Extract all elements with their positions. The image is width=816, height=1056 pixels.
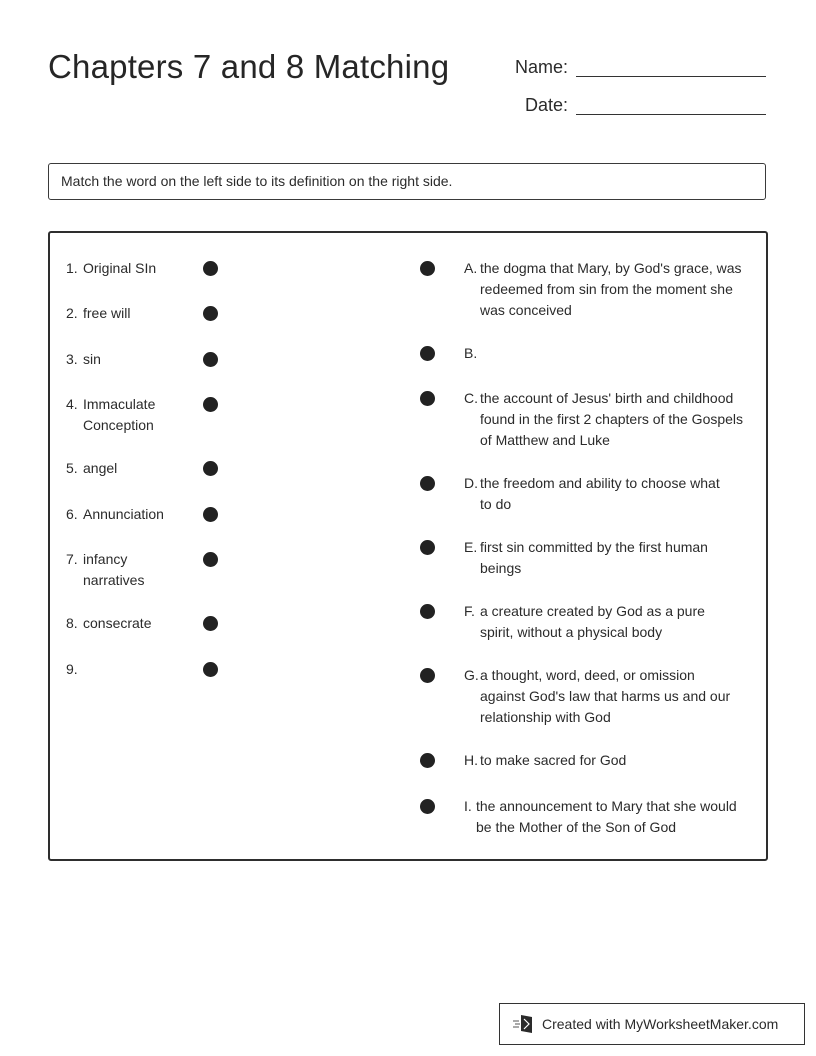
definition-letter: A.	[464, 260, 478, 276]
footer-text: Created with MyWorksheetMaker.com	[542, 1016, 779, 1032]
term-text: free will	[83, 305, 131, 321]
definition-dot-i[interactable]	[420, 799, 435, 814]
name-label: Name:	[514, 57, 568, 77]
definition-text: a creature created by God as a pure spirit, without a physical body	[480, 603, 705, 640]
term-dot-7[interactable]	[203, 552, 218, 567]
term-text: sin	[83, 351, 101, 367]
term-text: consecrate	[83, 615, 152, 631]
date-blank-line	[576, 92, 766, 115]
term-text: Original SIn	[83, 260, 157, 276]
footer-credit[interactable]	[499, 1003, 805, 1045]
term-dot-3[interactable]	[203, 352, 218, 367]
page-title: Chapters 7 and 8 Matching	[48, 48, 450, 85]
term-number: 9.	[66, 661, 78, 677]
definition-text: to make sacred for God	[480, 752, 627, 768]
term-number: 4.	[66, 396, 78, 412]
definition-letter: H.	[464, 752, 478, 768]
definition-item	[464, 473, 726, 515]
definition-dot-b[interactable]	[420, 346, 435, 361]
definition-dot-a[interactable]	[420, 261, 435, 276]
definition-text	[480, 343, 754, 364]
definition-dot-f[interactable]	[420, 604, 435, 619]
definition-item	[464, 796, 754, 838]
instructions-box: Match the word on the left side to its definition on the right side.	[48, 163, 766, 200]
definition-text: the announcement to Mary that she would be the Mother of the Son of God	[476, 798, 737, 835]
name-field	[498, 54, 766, 77]
term-text: angel	[83, 460, 118, 476]
term-item	[66, 258, 176, 279]
term-item	[66, 303, 176, 324]
term-item	[66, 659, 176, 680]
definition-dot-c[interactable]	[420, 391, 435, 406]
term-number: 6.	[66, 506, 78, 522]
date-field	[498, 92, 766, 115]
definition-letter: C.	[464, 390, 478, 406]
term-dot-1[interactable]	[203, 261, 218, 276]
date-label: Date:	[524, 95, 568, 115]
definition-letter: I.	[464, 798, 472, 814]
term-dot-4[interactable]	[203, 397, 218, 412]
definition-item	[464, 750, 754, 771]
definition-text: a thought, word, deed, or omission against God's law that harms us and our relationship with God	[480, 667, 731, 725]
definition-item	[464, 537, 750, 579]
term-text: infancy narratives	[83, 551, 145, 588]
term-number: 7.	[66, 551, 78, 567]
term-text: Annunciation	[83, 506, 164, 522]
definition-letter: D.	[464, 475, 478, 491]
term-number: 2.	[66, 305, 78, 321]
term-dot-9[interactable]	[203, 662, 218, 677]
term-text	[83, 659, 176, 680]
definition-text: first sin committed by the first human beings	[480, 539, 708, 576]
definition-letter: F.	[464, 603, 475, 619]
term-item	[66, 394, 176, 436]
definition-item	[464, 258, 746, 321]
term-number: 1.	[66, 260, 78, 276]
term-dot-2[interactable]	[203, 306, 218, 321]
definition-dot-h[interactable]	[420, 753, 435, 768]
term-number: 5.	[66, 460, 78, 476]
definition-dot-d[interactable]	[420, 476, 435, 491]
definition-item	[464, 388, 754, 451]
term-dot-5[interactable]	[203, 461, 218, 476]
worksheet-logo-icon	[512, 1013, 536, 1035]
term-item	[66, 613, 176, 634]
definition-item	[464, 343, 754, 364]
definition-letter: B.	[464, 345, 478, 361]
term-number: 8.	[66, 615, 78, 631]
term-dot-6[interactable]	[203, 507, 218, 522]
term-dot-8[interactable]	[203, 616, 218, 631]
term-item	[66, 504, 186, 525]
term-text: Immaculate Conception	[83, 396, 156, 433]
definition-text: the account of Jesus' birth and childhood found in the first 2 chapters of the Gospels of Matthew and Luke	[480, 390, 744, 448]
definition-dot-g[interactable]	[420, 668, 435, 683]
definition-letter: G.	[464, 667, 479, 683]
definition-item	[464, 665, 740, 728]
term-item	[66, 349, 176, 370]
name-blank-line	[576, 54, 766, 77]
term-item	[66, 549, 161, 591]
definition-text: the dogma that Mary, by God's grace, was redeemed from sin from the moment she was conceived	[480, 260, 742, 318]
term-number: 3.	[66, 351, 78, 367]
term-item	[66, 458, 176, 479]
definition-item	[464, 601, 734, 643]
definition-text: the freedom and ability to choose what to do	[480, 475, 720, 512]
definition-letter: E.	[464, 539, 478, 555]
definition-dot-e[interactable]	[420, 540, 435, 555]
